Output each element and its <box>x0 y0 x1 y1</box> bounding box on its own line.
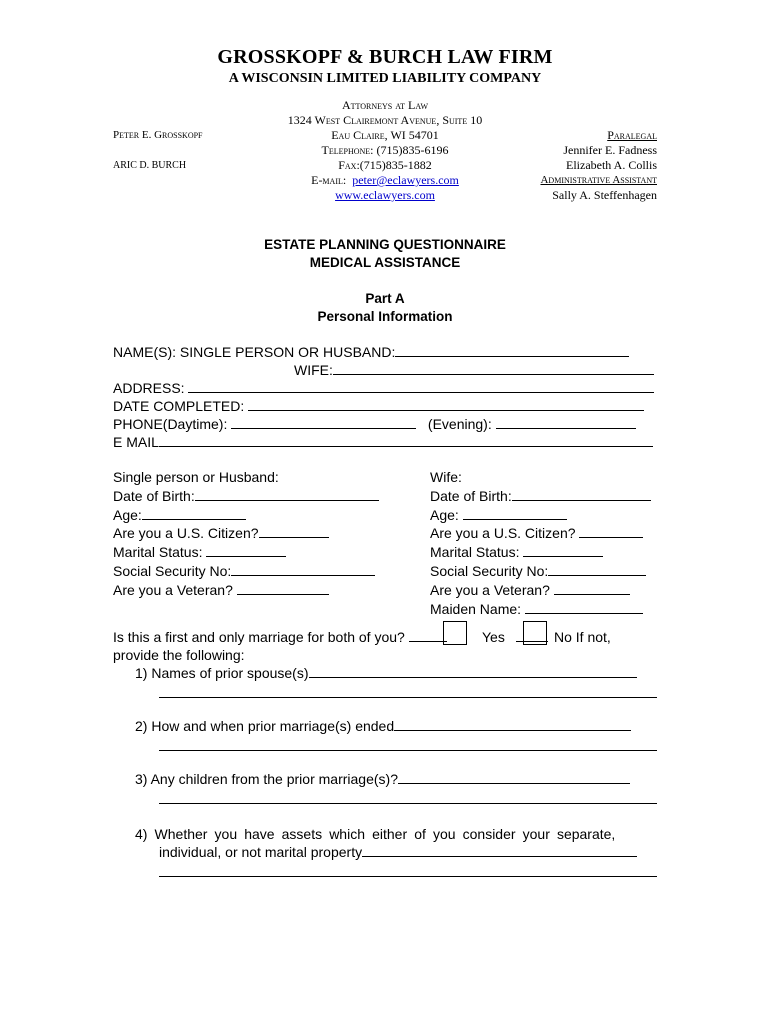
attorney-name: Peter E. Grosskopf <box>113 129 203 141</box>
attorneys-list <box>113 128 203 173</box>
firm-subtitle: A WISCONSIN LIMITED LIABILITY COMPANY <box>228 71 542 86</box>
wife-veteran-label: Are you a Veteran? <box>430 581 550 598</box>
q2-extra-line[interactable] <box>159 750 657 751</box>
doc-title: ESTATE PLANNING QUESTIONNAIRE <box>264 237 506 252</box>
names-row <box>113 343 629 361</box>
paralegal-label: Paralegal <box>607 128 657 142</box>
phone-day-label: PHONE(Daytime): <box>113 416 228 432</box>
attorneys-label: Attorneys at Law <box>341 98 429 112</box>
husband-citizen-field[interactable] <box>259 524 329 538</box>
q1-label: 1) Names of prior spouse(s) <box>135 665 309 681</box>
husband-ssn-label: Social Security No: <box>113 562 232 579</box>
email-link[interactable]: peter@eclawyers.com <box>352 173 459 187</box>
part-label: Part A <box>365 291 405 306</box>
marriage-continued: provide the following: <box>113 647 245 663</box>
phone-day-field[interactable] <box>231 415 416 429</box>
wife-row <box>294 361 654 379</box>
firm-street: 1324 West Clairemont Avenue, Suite 10 <box>287 113 483 127</box>
marriage-question: Is this a first and only marriage for both of you? <box>113 629 405 645</box>
q2-label: 2) How and when prior marriage(s) ended <box>135 718 395 734</box>
q4-row <box>159 843 637 861</box>
wife-column <box>430 469 651 618</box>
husband-dob-field[interactable] <box>195 487 379 501</box>
q2-row <box>135 717 631 735</box>
q4-label-cont: individual, or not marital property <box>159 844 363 860</box>
admin-label: Administrative Assistant <box>540 174 657 186</box>
wife-ssn-label: Social Security No: <box>430 562 549 579</box>
husband-ssn-field[interactable] <box>231 562 375 576</box>
husband-age-label: Age: <box>113 506 142 523</box>
q2-field[interactable] <box>394 717 631 731</box>
website-link[interactable]: www.eclawyers.com <box>335 188 435 202</box>
email-label: E-mail: <box>311 173 347 187</box>
q3-field[interactable] <box>398 770 630 784</box>
names-label: NAME(S): SINGLE PERSON OR HUSBAND: <box>113 344 396 360</box>
q4-field[interactable] <box>362 843 637 857</box>
address-row <box>113 379 654 397</box>
attorney-name: ARIC D. BURCH <box>113 160 187 171</box>
q1-row <box>135 664 637 682</box>
staff-name: Jennifer E. Fadness <box>563 143 657 157</box>
husband-dob-label: Date of Birth: <box>113 487 195 504</box>
q3-label: 3) Any children from the prior marriage(s)? <box>135 771 398 787</box>
address-label: ADDRESS: <box>113 380 185 396</box>
husband-veteran-field[interactable] <box>237 581 329 595</box>
firm-telephone: Telephone: (715)835-6196 <box>321 143 449 157</box>
wife-marital-label: Marital Status: <box>430 544 520 561</box>
staff-list <box>480 128 657 203</box>
wife-heading: Wife: <box>430 469 462 485</box>
q1-extra-line[interactable] <box>159 697 657 698</box>
husband-marital-field[interactable] <box>206 543 286 557</box>
date-completed-field[interactable] <box>248 397 644 411</box>
date-completed-label: DATE COMPLETED: <box>113 398 245 414</box>
wife-marital-field[interactable] <box>523 543 603 557</box>
marriage-question-row <box>113 628 447 646</box>
husband-heading: Single person or Husband: <box>113 469 279 485</box>
wife-citizen-label: Are you a U.S. Citizen? <box>430 525 576 542</box>
wife-citizen-field[interactable] <box>579 524 643 538</box>
wife-dob-label: Date of Birth: <box>430 487 512 504</box>
wife-dob-field[interactable] <box>512 487 651 501</box>
doc-subtitle: MEDICAL ASSISTANCE <box>309 255 461 270</box>
wife-maiden-field[interactable] <box>525 600 643 614</box>
staff-name: Sally A. Steffenhagen <box>552 188 657 202</box>
no-label: No If not, <box>554 629 611 645</box>
wife-maiden-label: Maiden Name: <box>430 600 522 617</box>
firm-fax: Fax:(715)835-1882 <box>338 158 432 172</box>
wife-label: WIFE: <box>294 362 333 378</box>
email-field[interactable] <box>159 433 653 447</box>
phone-evening-field[interactable] <box>496 415 636 429</box>
firm-name: GROSSKOPF & BURCH LAW FIRM <box>217 46 553 68</box>
husband-name-field[interactable] <box>395 343 629 357</box>
wife-name-field[interactable] <box>333 361 654 375</box>
husband-veteran-label: Are you a Veteran? <box>113 581 233 598</box>
wife-age-field[interactable] <box>463 506 567 520</box>
q4-extra-line[interactable] <box>159 876 657 877</box>
date-row <box>113 397 644 415</box>
husband-citizen-label: Are you a U.S. Citizen? <box>113 525 259 542</box>
husband-column <box>113 469 379 600</box>
yes-blank <box>409 628 447 642</box>
q4-label: 4) Whether you have assets which either of you consider your separate, <box>135 826 616 842</box>
phone-evening-label: (Evening): <box>427 416 492 432</box>
wife-veteran-field[interactable] <box>554 581 630 595</box>
staff-name: Elizabeth A. Collis <box>566 158 657 172</box>
yes-label: Yes <box>482 629 505 645</box>
wife-ssn-field[interactable] <box>548 562 646 576</box>
email-row <box>113 433 653 451</box>
email-field-label: E MAIL <box>113 434 159 450</box>
part-title: Personal Information <box>317 309 453 324</box>
q3-row <box>135 770 630 788</box>
phone-row <box>113 415 636 433</box>
q1-field[interactable] <box>309 664 637 678</box>
address-field[interactable] <box>188 379 654 393</box>
wife-age-label: Age: <box>430 506 459 523</box>
firm-city: Eau Claire, WI 54701 <box>331 128 439 142</box>
husband-age-field[interactable] <box>142 506 246 520</box>
yes-checkbox[interactable] <box>443 621 467 646</box>
husband-marital-label: Marital Status: <box>113 544 203 561</box>
no-checkbox[interactable] <box>523 621 547 646</box>
q3-extra-line[interactable] <box>159 803 657 804</box>
